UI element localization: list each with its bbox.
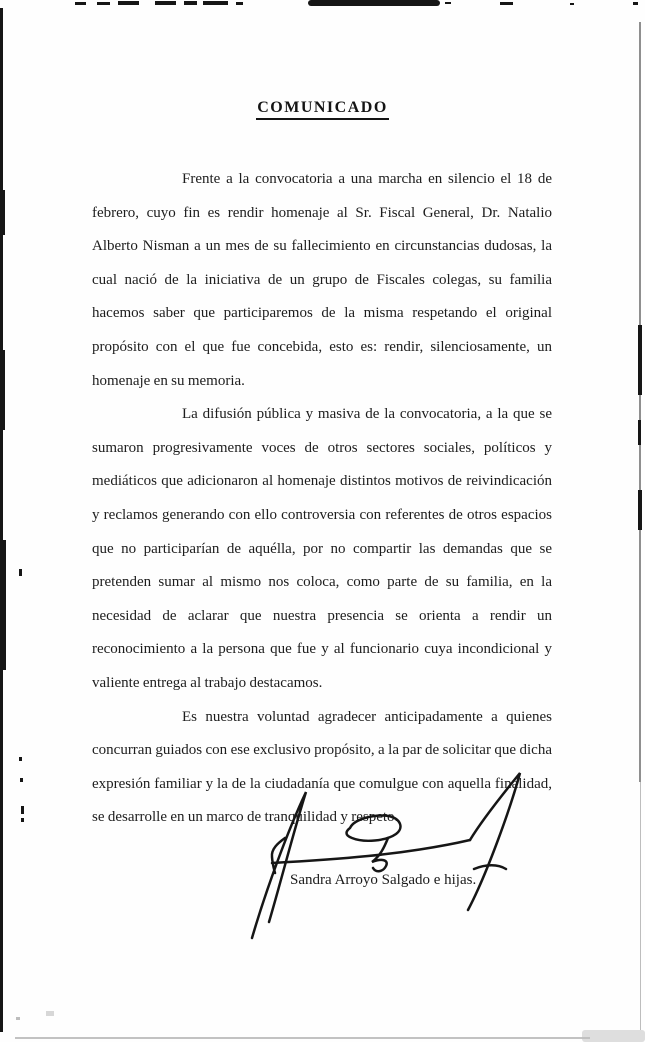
signatory-name: Sandra Arroyo Salgado e hijas. <box>290 872 477 888</box>
scan-artifact-speck <box>16 1017 20 1020</box>
scan-artifact-top-line <box>308 0 440 6</box>
signature-stroke <box>372 838 388 871</box>
scan-artifact-bottom-line <box>15 1037 590 1039</box>
scan-artifact-speck <box>19 569 22 576</box>
scan-artifact-top-dash <box>445 2 451 4</box>
scan-artifact-top-dash <box>236 2 243 5</box>
scan-artifact-right-line-faint <box>640 782 641 1030</box>
scan-artifact-top-dash <box>203 1 228 5</box>
scan-artifact-top-dash <box>184 1 197 5</box>
scan-artifact-bottom-corner <box>582 1030 645 1042</box>
scan-artifact-right-line-blob <box>638 490 642 530</box>
scan-artifact-top-dash <box>633 2 638 5</box>
scan-artifact-speck <box>21 818 24 822</box>
signature-stroke <box>474 865 506 869</box>
scan-artifact-left-line-blob <box>0 350 5 430</box>
scan-artifact-right-line-blob <box>638 325 642 395</box>
signature-stroke <box>272 840 470 863</box>
scan-artifact-top-dash <box>570 3 574 5</box>
document-title: COMUNICADO <box>256 99 389 120</box>
paragraph: Es nuestra voluntad agradecer anticipadamente a quienes concurran guiados con ese exclusivo propósito, a la par de solicitar que dicha expresión familiar y la de la ciudadanía que comulgue con aquella finalidad, se desarrolle en un marco de tranquilidad y respeto. <box>92 708 552 826</box>
scan-artifact-speck <box>20 778 23 782</box>
paragraph: La difusión pública y masiva de la convocatoria, a la que se sumaron progresivamente voces de otros sectores sociales, políticos y mediáticos que adicionaron al homenaje distintos motivos de reivindicación y reclamos generando con ello controversia con referentes de otros espacios que no participarían de aquélla, por no compartir las demandas que se pretenden sumar al mismo nos coloca, como parte de su familia, en la necesidad de aclarar que nuestra presencia se orienta a rendir un reconocimiento a la persona que fue y al funcionario cuya incondicional y valiente entrega al trabajo destacamos. <box>92 406 552 691</box>
scan-artifact-right-line <box>639 22 641 782</box>
signature-stroke <box>272 838 285 873</box>
scan-artifact-speck <box>46 1011 54 1016</box>
scan-artifact-left-line-blob <box>0 190 5 235</box>
scan-artifact-top-dash <box>75 2 86 5</box>
scan-artifact-top-dash <box>97 2 110 5</box>
scan-artifact-right-line-blob <box>638 420 641 445</box>
document-body <box>92 163 552 835</box>
scan-artifact-left-line-blob <box>0 540 6 670</box>
scan-artifact-left-line <box>0 8 3 1032</box>
scan-artifact-speck <box>21 806 24 814</box>
scan-artifact-top-dash <box>500 2 513 5</box>
scan-artifact-top-dash <box>155 1 176 5</box>
scan-artifact-speck <box>19 757 22 761</box>
scan-artifact-top-dash <box>118 1 139 5</box>
paragraph: Frente a la convocatoria a una marcha en silencio el 18 de febrero, cuyo fin es rendir homenaje al Sr. Fiscal General, Dr. Natalio Alberto Nisman a un mes de su fallecimiento en circunstancias dudosas, la cual nació de la iniciativa de un grupo de Fiscales colegas, su familia hacemos saber que participaremos de la misma respetando el original propósito con el que fue concebida, esto es: rendir, silenciosamente, un homenaje en su memoria. <box>92 171 552 389</box>
